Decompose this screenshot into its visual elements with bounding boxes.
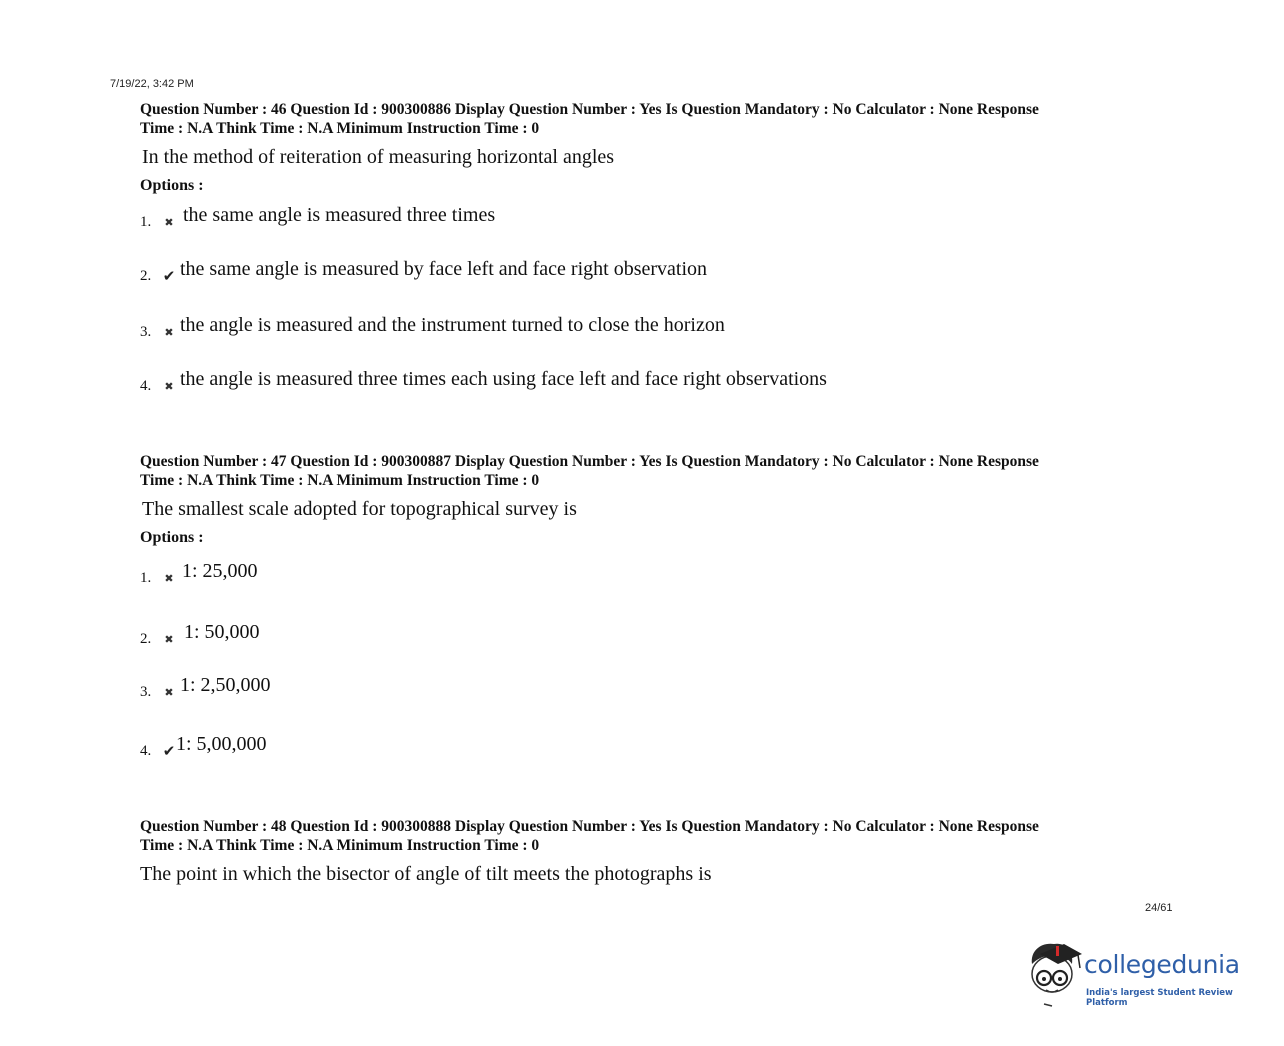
cross-icon: ✖ — [164, 379, 174, 393]
option-text: 1: 25,000 — [182, 560, 258, 582]
cross-icon: ✖ — [164, 215, 174, 229]
question-meta-line1: Question Number : 47 Question Id : 900300887 Display Question Number : Yes Is Question Mandatory : No Calculator : None Response — [140, 453, 1039, 470]
question-meta — [140, 452, 1150, 490]
option-2 — [140, 257, 707, 285]
option-4 — [140, 732, 267, 760]
mascot-icon — [1022, 938, 1084, 1010]
option-3 — [140, 673, 271, 701]
question-meta-line2: Time : N.A Think Time : N.A Minimum Instruction Time : 0 — [140, 120, 540, 137]
options-label: Options : — [140, 177, 204, 194]
option-text: 1: 50,000 — [184, 621, 260, 643]
question-meta-line1: Question Number : 46 Question Id : 900300886 Display Question Number : Yes Is Question Mandatory : No Calculator : None Response — [140, 101, 1039, 118]
brand-tagline: India's largest Student Review Platform — [1086, 988, 1233, 1008]
option-text: the same angle is measured by face left and face right observation — [180, 258, 708, 280]
cross-icon: ✖ — [164, 571, 174, 585]
cross-icon: ✖ — [164, 632, 174, 646]
check-icon: ✔ — [162, 742, 176, 760]
option-number: 4. — [140, 743, 152, 759]
question-meta-line2: Time : N.A Think Time : N.A Minimum Instruction Time : 0 — [140, 837, 540, 854]
option-number: 3. — [140, 324, 152, 340]
question-47 — [140, 452, 1150, 772]
question-text: The point in which the bisector of angle of tilt meets the photographs is — [140, 863, 712, 885]
option-4 — [140, 367, 827, 395]
option-number: 3. — [140, 684, 152, 700]
option-number: 1. — [140, 570, 152, 586]
option-number: 4. — [140, 378, 152, 394]
option-number: 1. — [140, 214, 152, 230]
option-number: 2. — [140, 268, 152, 284]
option-text: the angle is measured three times each using face left and face right observations — [180, 368, 827, 390]
option-number: 2. — [140, 631, 152, 647]
collegedunia-logo — [1022, 938, 1262, 1010]
question-text: The smallest scale adopted for topographical survey is — [142, 498, 577, 520]
check-icon: ✔ — [162, 267, 176, 285]
option-1 — [140, 559, 258, 587]
print-timestamp: 7/19/22, 3:42 PM — [110, 78, 194, 90]
question-46 — [140, 100, 1150, 400]
option-3 — [140, 313, 725, 341]
question-meta-line1: Question Number : 48 Question Id : 900300888 Display Question Number : Yes Is Question Mandatory : No Calculator : None Response — [140, 818, 1039, 835]
question-meta-line2: Time : N.A Think Time : N.A Minimum Instruction Time : 0 — [140, 472, 540, 489]
cross-icon: ✖ — [164, 685, 174, 699]
option-text: the same angle is measured three times — [183, 204, 496, 226]
cross-icon: ✖ — [164, 325, 174, 339]
option-text: 1: 5,00,000 — [176, 733, 267, 755]
page-number: 24/61 — [1145, 902, 1173, 914]
option-text: 1: 2,50,000 — [180, 674, 271, 696]
option-text: the angle is measured and the instrument turned to close the horizon — [180, 314, 725, 336]
option-1 — [140, 203, 495, 231]
question-48 — [140, 817, 1150, 897]
question-text: In the method of reiteration of measuring horizontal angles — [142, 146, 615, 168]
option-2 — [140, 620, 260, 648]
options-label: Options : — [140, 529, 204, 546]
brand-name: collegedunia — [1084, 950, 1240, 979]
question-meta — [140, 817, 1150, 855]
question-meta — [140, 100, 1150, 138]
